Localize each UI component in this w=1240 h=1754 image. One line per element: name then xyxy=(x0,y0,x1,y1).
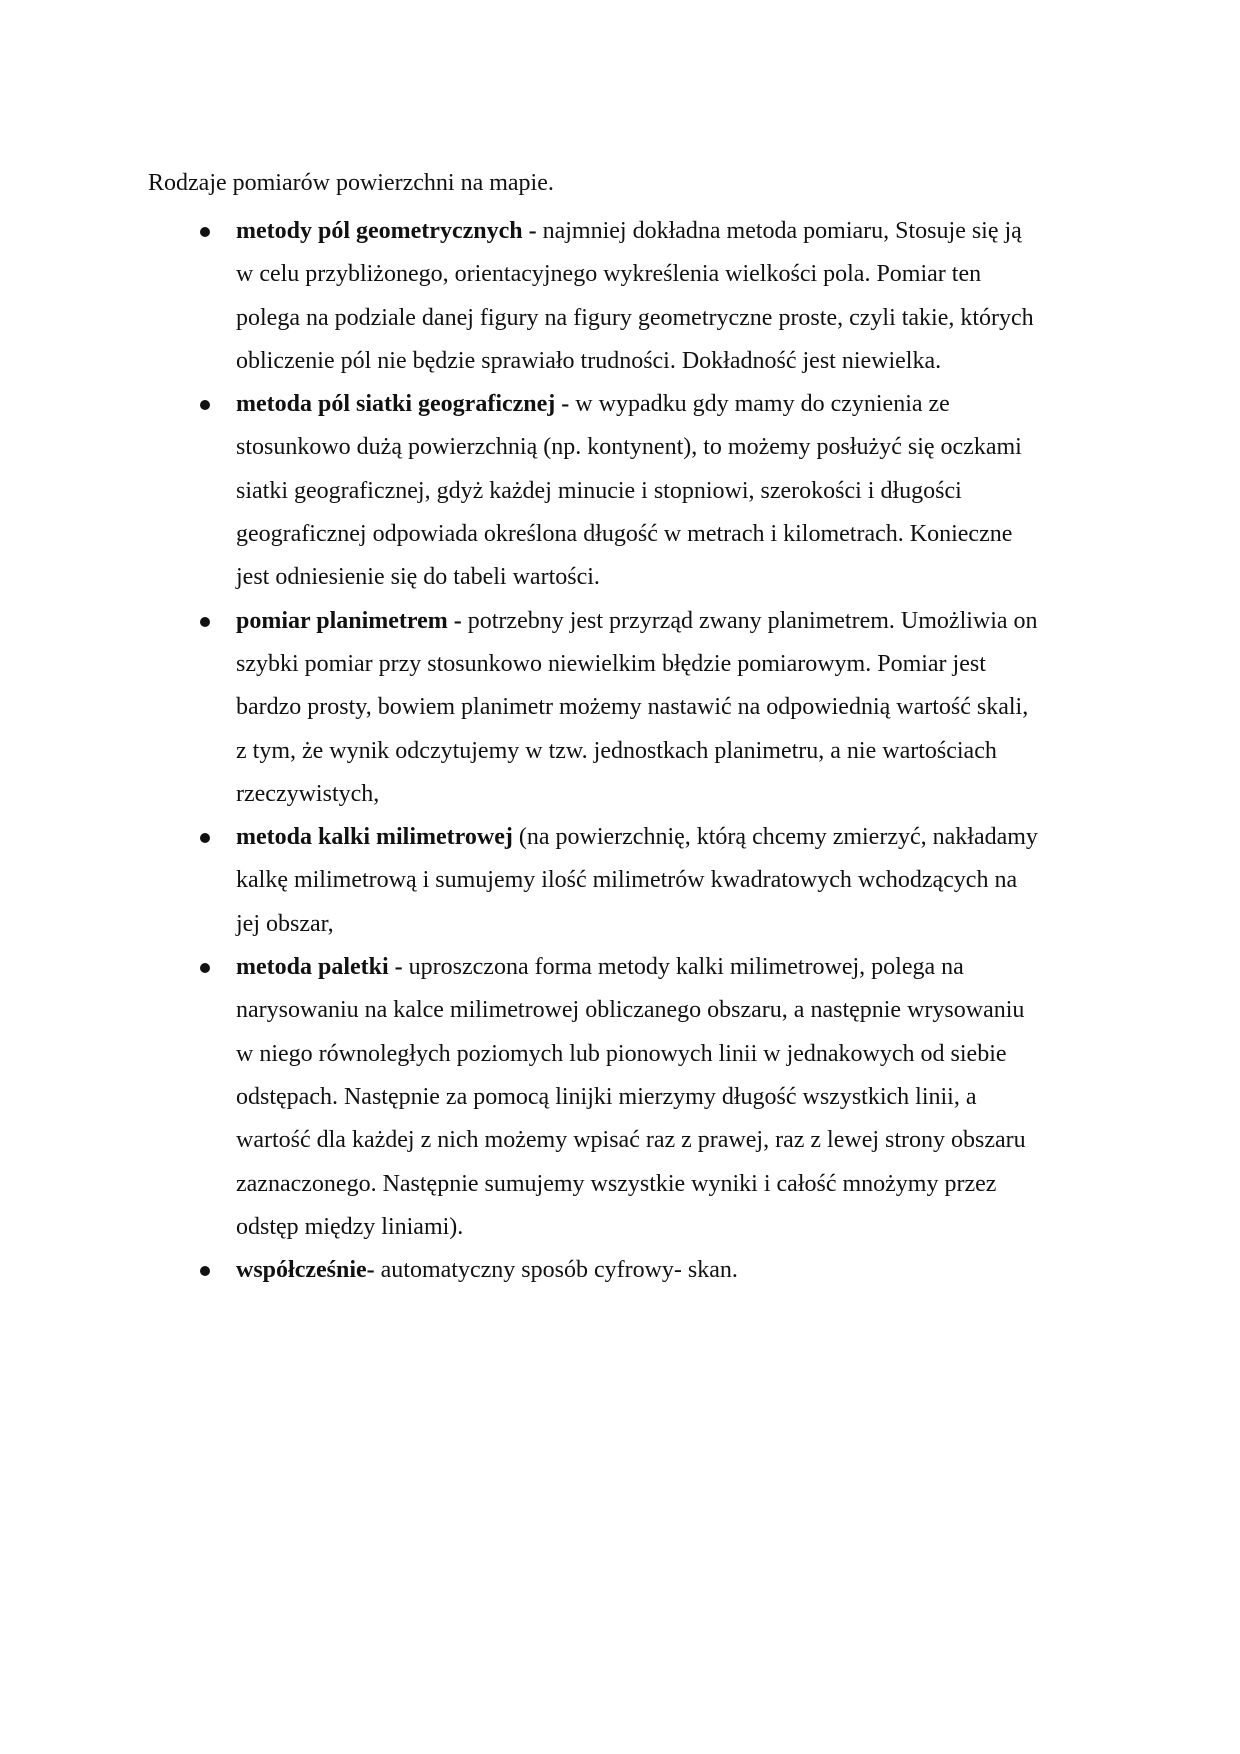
list-item-description: geograficznej odpowiada określona długość w metrach i kilometrach. Konieczne xyxy=(236,521,1013,548)
list-item-text xyxy=(236,946,1082,1249)
list-item-description: jej obszar, xyxy=(236,910,334,937)
list-item xyxy=(0,1249,1082,1292)
list-item-term: metoda kalki milimetrowej xyxy=(236,824,513,851)
text-line xyxy=(236,1249,1082,1292)
list-item-description: w celu przybliżonego, orientacyjnego wykreślenia wielkości pola. Pomiar ten xyxy=(236,261,982,288)
list-item-description: siatki geograficznej, gdyż każdej minucie i stopniowi, szerokości i długości xyxy=(236,477,962,504)
bullet-icon xyxy=(200,227,210,237)
list-item-text xyxy=(236,816,1082,946)
text-line xyxy=(236,816,1082,859)
list-item-description: obliczenie pól nie będzie sprawiało trudności. Dokładność jest niewielka. xyxy=(236,347,942,374)
list-item-description: zaznaczonego. Następnie sumujemy wszystkie wyniki i całość mnożymy przez xyxy=(236,1170,997,1197)
list-item-description: stosunkowo dużą powierzchnią (np. kontynent), to możemy posłużyć się oczkami xyxy=(236,434,1022,461)
text-line xyxy=(236,1076,1082,1119)
text-line xyxy=(236,1119,1082,1162)
list-item-description: narysowaniu na kalce milimetrowej obliczanego obszaru, a następnie wrysowaniu xyxy=(236,997,1025,1024)
text-line xyxy=(236,297,1082,340)
text-line xyxy=(236,859,1082,902)
text-line xyxy=(236,340,1082,383)
text-line xyxy=(236,730,1082,773)
document-title: Rodzaje pomiarów powierzchni na mapie. xyxy=(148,170,554,196)
text-line xyxy=(236,903,1082,946)
list-item-text xyxy=(236,1249,1082,1292)
list-item-term: pomiar planimetrem - xyxy=(236,607,462,634)
list-item xyxy=(0,210,1082,383)
bullet-icon xyxy=(200,617,210,627)
bullet-icon xyxy=(200,1266,210,1276)
bullet-icon xyxy=(200,400,210,410)
list-item-description: w wypadku gdy mamy do czynienia ze xyxy=(569,391,950,418)
list-item-description: odstępach. Następnie za pomocą linijki mierzymy długość wszystkich linii, a xyxy=(236,1083,977,1110)
bullet-list xyxy=(0,210,1240,1292)
text-line xyxy=(236,426,1082,469)
list-item-text xyxy=(236,383,1082,599)
list-item xyxy=(0,383,1082,599)
list-item-description: uproszczona forma metody kalki milimetrowej, polega na xyxy=(402,954,964,981)
list-item-description: rzeczywistych, xyxy=(236,780,380,807)
text-line xyxy=(236,643,1082,686)
list-item-description: polega na podziale danej figury na figury geometryczne proste, czyli takie, których xyxy=(236,304,1034,331)
text-line xyxy=(236,989,1082,1032)
list-item-term: współcześnie- xyxy=(236,1257,375,1284)
list-item-term: metoda paletki - xyxy=(236,954,403,981)
text-line xyxy=(236,513,1082,556)
list-item xyxy=(0,600,1082,816)
list-item xyxy=(0,946,1082,1249)
list-item-description: automatyczny sposób cyfrowy- skan. xyxy=(374,1257,738,1284)
list-item-description: bardzo prosty, bowiem planimetr możemy nastawić na odpowiednią wartość skali, xyxy=(236,694,1029,721)
list-item-text xyxy=(236,600,1082,816)
text-line xyxy=(236,1206,1082,1249)
bullet-icon xyxy=(200,963,210,973)
text-line xyxy=(236,1033,1082,1076)
list-item-description: najmniej dokładna metoda pomiaru, Stosuje się ją xyxy=(536,218,1022,244)
list-item-description: z tym, że wynik odczytujemy w tzw. jednostkach planimetru, a nie wartościach xyxy=(236,737,997,764)
list-item-description: w niego równoległych poziomych lub pionowych linii w jednakowych od siebie xyxy=(236,1040,1007,1067)
text-line xyxy=(236,556,1082,599)
text-line xyxy=(236,470,1082,513)
text-line xyxy=(236,253,1082,296)
text-line xyxy=(236,1163,1082,1206)
list-item-description: (na powierzchnię, którą chcemy zmierzyć, nakładamy xyxy=(512,824,1038,851)
list-item-description: potrzebny jest przyrząd zwany planimetrem. Umożliwia on xyxy=(461,607,1038,634)
list-item-description: jest odniesienie się do tabeli wartości. xyxy=(236,564,600,591)
text-line xyxy=(236,600,1082,643)
list-item-text xyxy=(236,210,1082,383)
list-item-description: szybki pomiar przy stosunkowo niewielkim błędzie pomiarowym. Pomiar jest xyxy=(236,650,986,677)
text-line xyxy=(236,773,1082,816)
text-line xyxy=(236,686,1082,729)
list-item-term: metody pól geometrycznych - xyxy=(236,218,537,244)
list-item-description: kalkę milimetrową i sumujemy ilość milimetrów kwadratowych wchodzących na xyxy=(236,867,1018,894)
list-item xyxy=(0,816,1082,946)
bullet-icon xyxy=(200,833,210,843)
text-line xyxy=(236,210,1082,253)
list-item-description: wartość dla każdej z nich możemy wpisać raz z prawej, raz z lewej strony obszaru xyxy=(236,1127,1026,1154)
text-line xyxy=(236,383,1082,426)
text-line xyxy=(236,946,1082,989)
list-item-description: odstęp między liniami). xyxy=(236,1213,464,1240)
list-item-term: metoda pól siatki geograficznej - xyxy=(236,391,570,418)
